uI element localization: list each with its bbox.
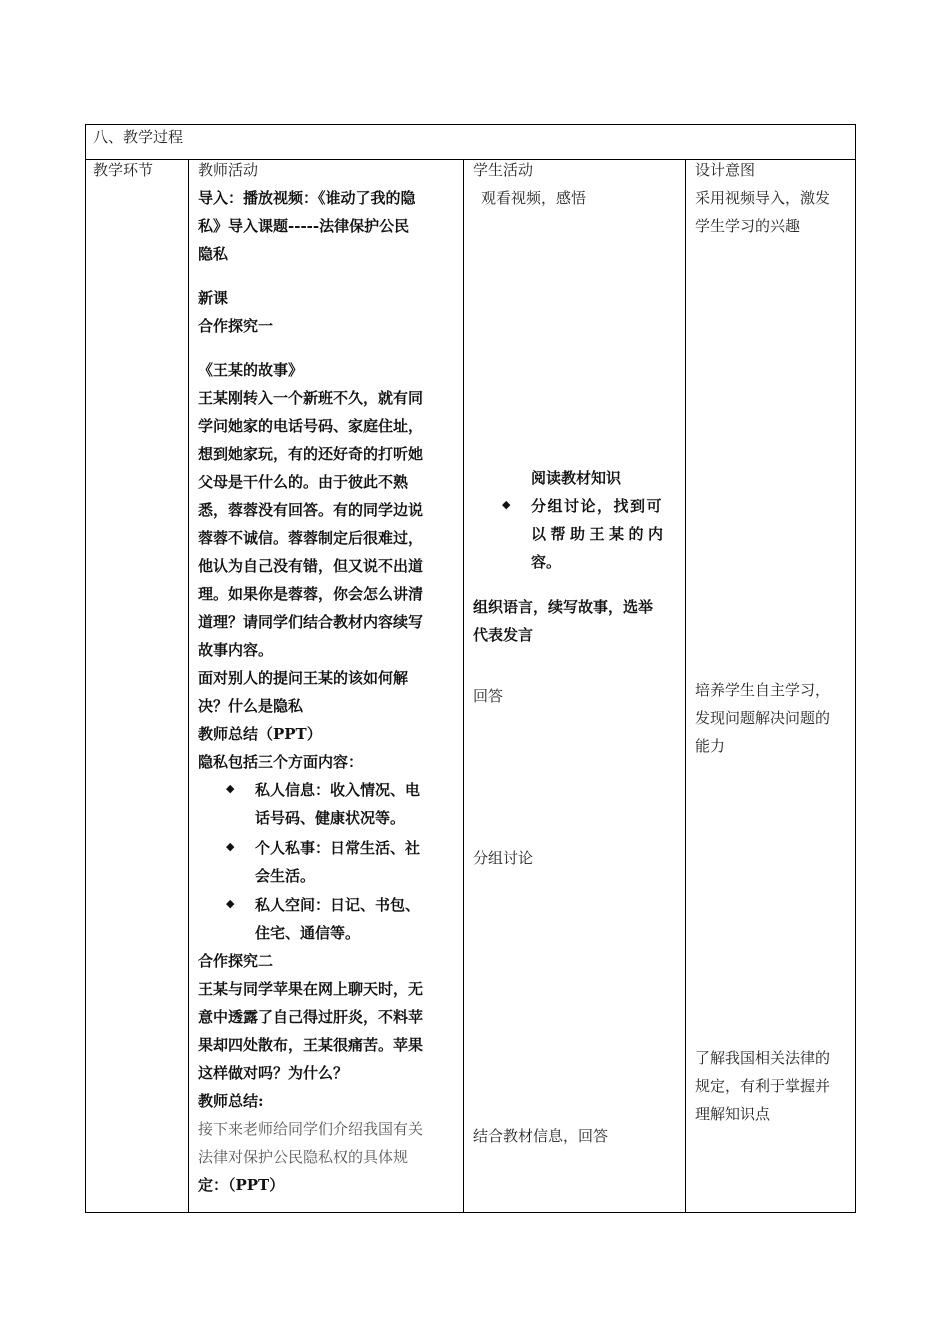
teacher-summary-two: 教师总结: [198,1092,264,1110]
story-line: 学问她家的电话号码、家庭住址， [198,417,424,435]
bullet-diamond-icon: ◆ [502,498,511,511]
privacy-item-line: 私人信息：收入情况、电 [255,781,421,799]
table-border-top [85,124,856,125]
table-border-right [855,124,856,1213]
story-line: 王某刚转入一个新班不久，就有同 [198,389,424,407]
law-intro-line: 接下来老师给同学们介绍我国有关 [198,1120,424,1138]
teacher-intro-line: 隐私 [198,245,229,263]
teacher-intro-line: 导入：播放视频：《谁动了我的隐 [198,189,416,207]
story-line: 父母是干什么的。由于彼此不熟 [198,473,409,491]
col-divider-3 [685,159,686,1213]
design-intent-line: 规定，有利于掌握并 [695,1077,831,1095]
privacy-intro: 隐私包括三个方面内容： [198,753,364,771]
explore-two-heading: 合作探究二 [198,952,274,970]
explore-one-heading: 合作探究一 [198,317,274,335]
law-intro-line: 定：（PPT） [198,1176,285,1194]
design-intent-line: 能力 [695,737,726,755]
header-design-intent: 设计意图 [695,161,756,179]
table-border-bottom [85,1212,856,1213]
design-intent-line: 学生学习的兴趣 [695,217,801,235]
story-title: 《王某的故事》 [198,361,304,379]
student-combine-answer: 结合教材信息，回答 [473,1127,609,1145]
case-two-line: 果却四处散布，王某很痛苦。苹果 [198,1036,424,1054]
story-line: 蓉蓉不诚信。蓉蓉制定后很难过， [198,529,424,547]
header-student-activity: 学生活动 [473,161,534,179]
bullet-diamond-icon: ◆ [226,897,235,910]
student-group-line: 分组讨论，找到可 [531,497,664,515]
header-teacher-activity: 教师活动 [198,161,259,179]
design-intent-line: 理解知识点 [695,1105,771,1123]
bullet-diamond-icon: ◆ [226,782,235,795]
design-intent-line: 了解我国相关法律的 [695,1049,831,1067]
teacher-intro-line: 私》导入课题-----法律保护公民 [198,217,410,235]
story-line: 故事内容。 [198,641,274,659]
story-line: 他认为自己没有错，但又说不出道 [198,557,424,575]
privacy-item-line: 会生活。 [255,867,316,885]
design-intent-line: 采用视频导入，激发 [695,189,831,207]
design-intent-line: 培养学生自主学习， [695,681,831,699]
student-answer: 回答 [473,687,504,705]
student-group-line: 容。 [531,553,562,571]
privacy-item-line: 话号码、健康状况等。 [255,809,406,827]
table-border-left [85,124,86,1213]
question-line: 面对别人的提问王某的该如何解 [198,669,409,687]
story-line: 想到她家玩，有的还好奇的打听她 [198,445,424,463]
privacy-item-line: 个人私事：日常生活、社 [255,839,421,857]
privacy-item-line: 私人空间：日记、书包、 [255,896,421,914]
student-read: 阅读教材知识 [531,469,622,487]
privacy-item-line: 住宅、通信等。 [255,924,361,942]
story-line: 理。如果你是蓉蓉，你会怎么讲清 [198,585,424,603]
story-line: 道理？请同学们结合教材内容续写 [198,613,424,631]
case-two-line: 这样做对吗？为什么？ [198,1064,349,1082]
student-organize-line: 代表发言 [473,626,534,644]
col-divider-1 [188,159,189,1213]
bullet-diamond-icon: ◆ [226,840,235,853]
question-line: 决？什么是隐私 [198,697,304,715]
teacher-summary-ppt: 教师总结（PPT） [198,725,322,743]
case-two-line: 意中透露了自己得过肝炎，不料苹 [198,1008,424,1026]
law-intro-line: 法律对保护公民隐私权的具体规 [198,1148,409,1166]
header-teaching-stage: 教学环节 [93,161,154,179]
student-watch: 观看视频，感悟 [481,189,587,207]
col-divider-2 [463,159,464,1213]
design-intent-line: 发现问题解决问题的 [695,709,831,727]
new-lesson-heading: 新课 [198,289,229,307]
story-line: 悉，蓉蓉没有回答。有的同学边说 [198,501,424,519]
section-title: 八、教学过程 [93,128,184,146]
student-organize-line: 组织语言，续写故事，选举 [473,598,654,616]
case-two-line: 王某与同学苹果在网上聊天时，无 [198,980,424,998]
student-group-line: 以帮助王某的内 [531,525,668,543]
student-discuss: 分组讨论 [473,849,534,867]
